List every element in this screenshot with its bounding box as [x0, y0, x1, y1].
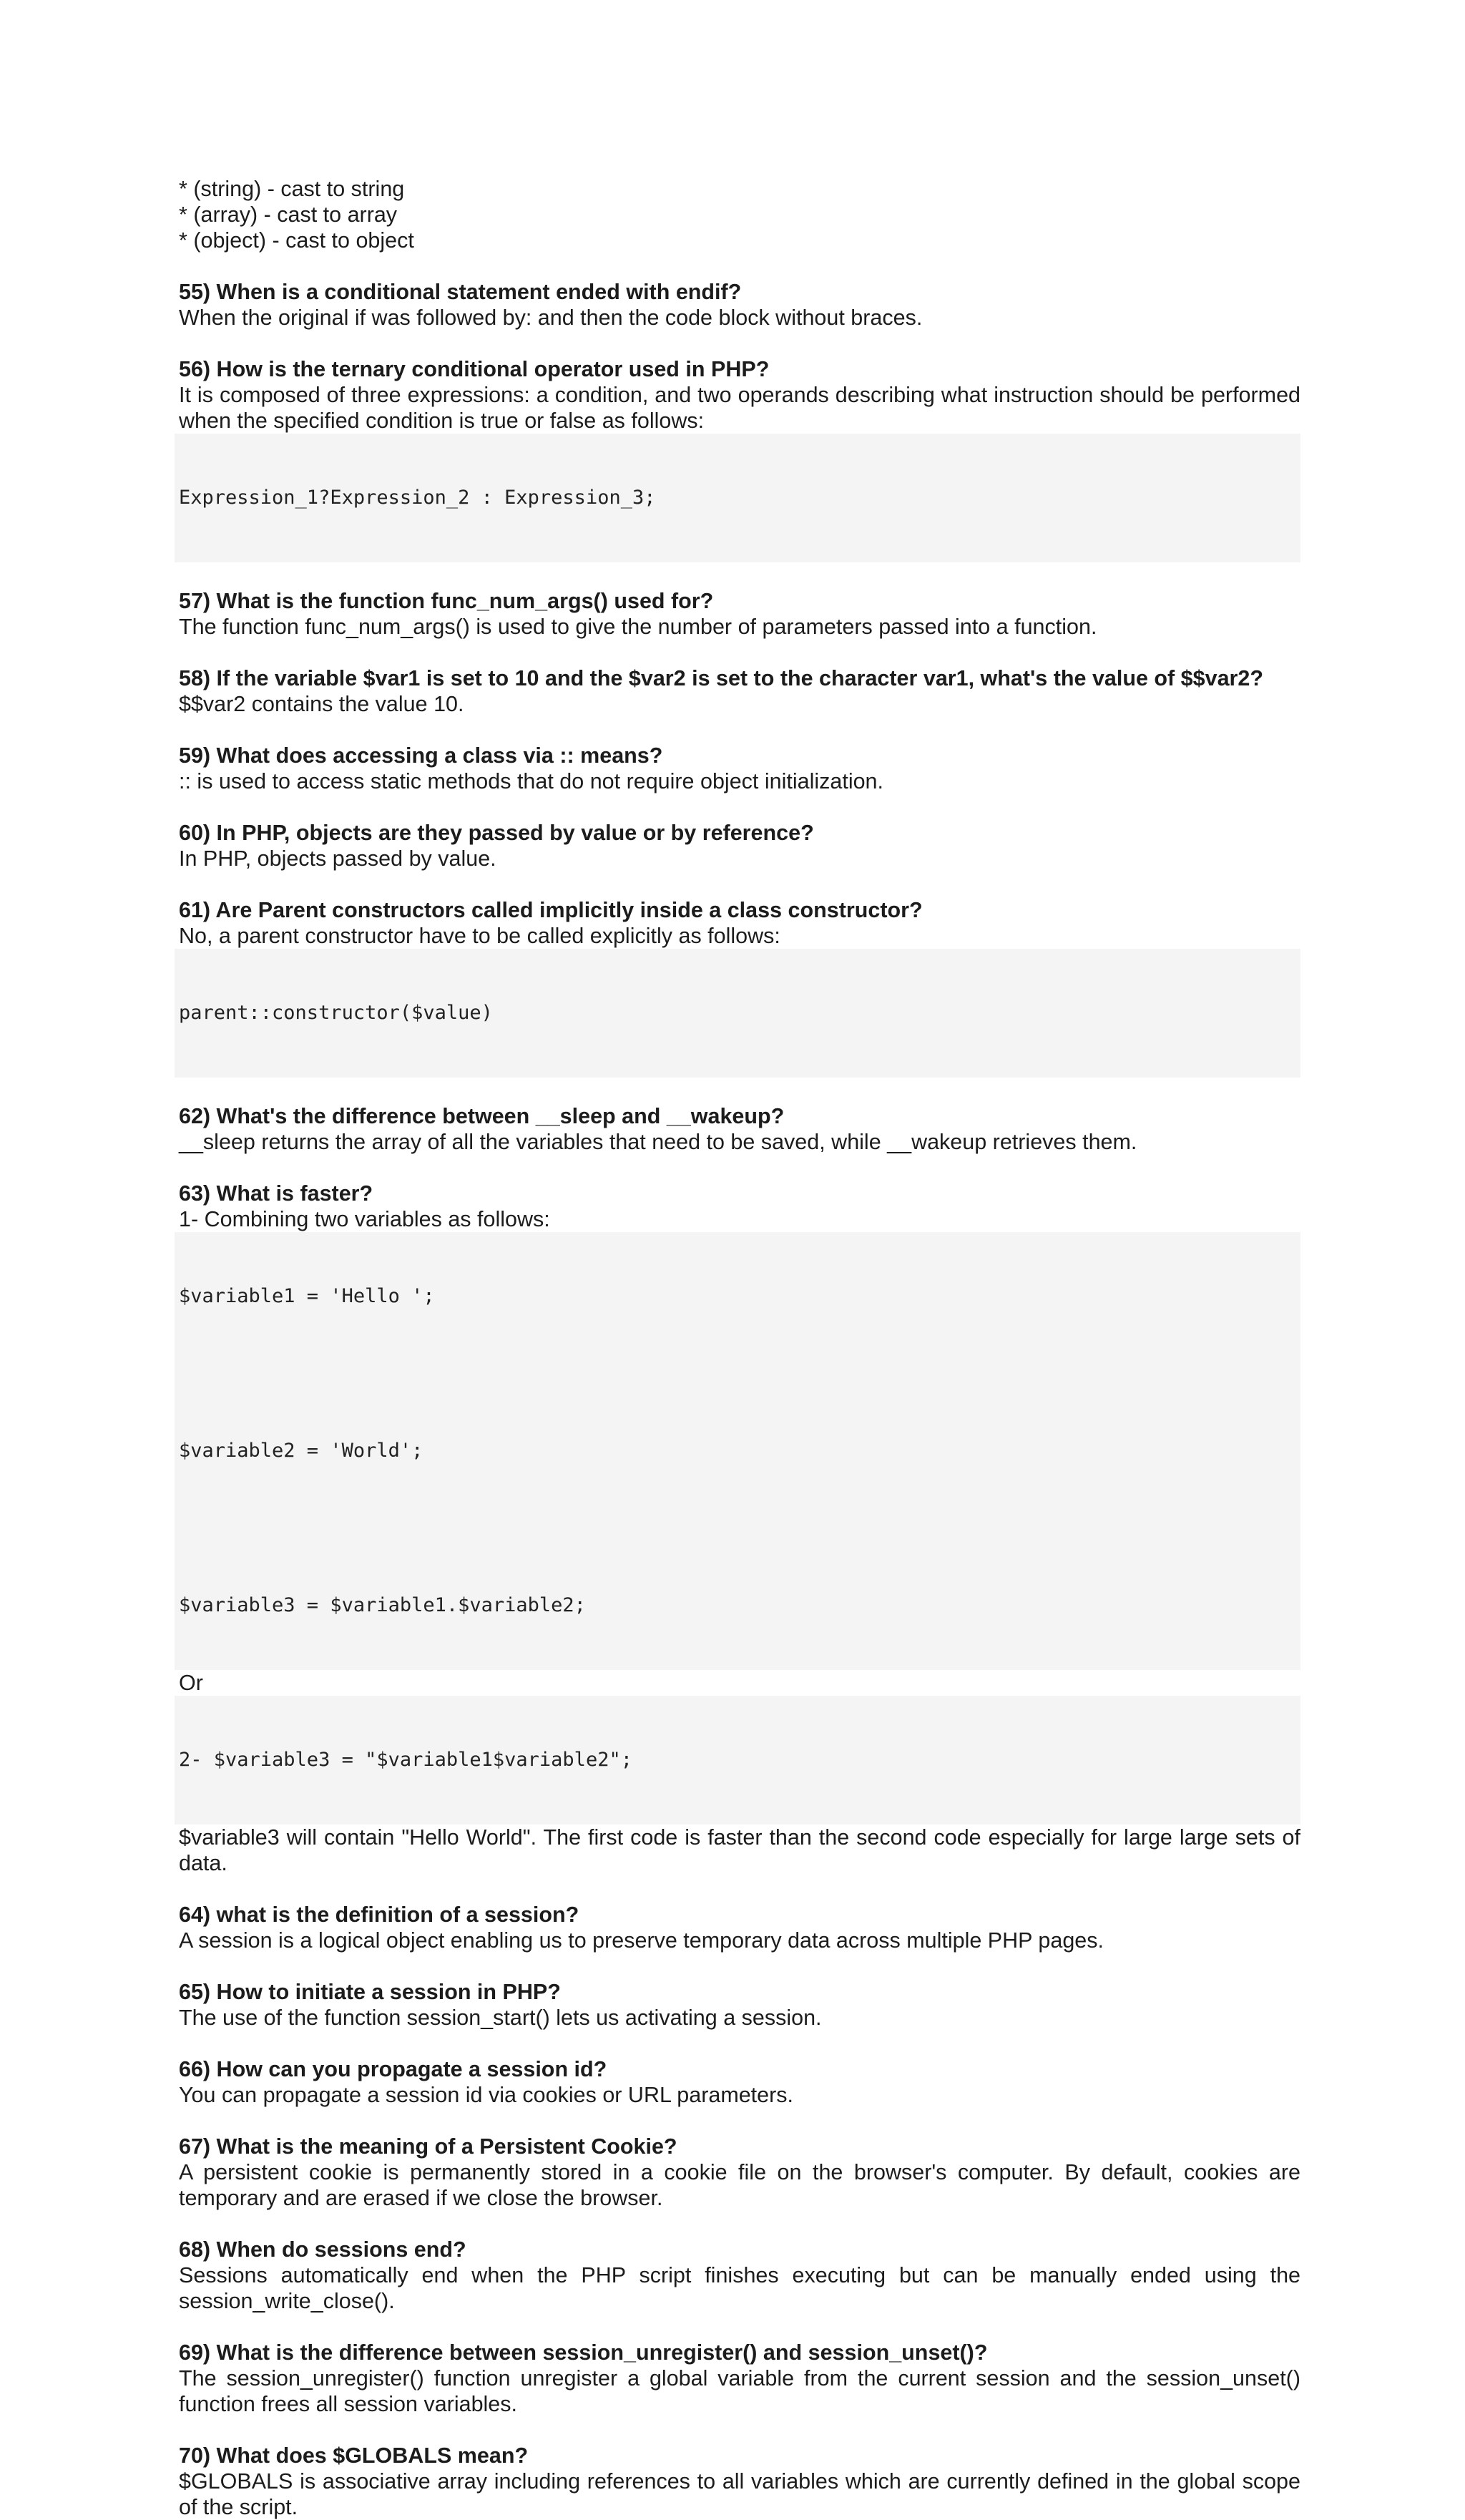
intro-list [179, 176, 1300, 253]
qa-item-63 [179, 1181, 1300, 1876]
qa-item-65 [179, 1979, 1300, 2031]
question-heading: 58) If the variable $var1 is set to 10 and the $var2 is set to the character var1, what's the value of $$var2? [179, 666, 1263, 690]
qa-item-57 [179, 588, 1300, 640]
code-line: 2- $variable3 = "$variable1$variable2"; [179, 1749, 632, 1771]
qa-item-56 [179, 356, 1300, 562]
question-heading: 62) What's the difference between __sleep and __wakeup? [179, 1104, 785, 1128]
question-heading: 68) When do sessions end? [179, 2237, 466, 2262]
qa-item-58 [179, 665, 1300, 717]
qa-item-62 [179, 1103, 1300, 1155]
qa-item-67 [179, 2134, 1300, 2211]
code-line [179, 1515, 1300, 1541]
intro-line: * (array) - cast to array [179, 202, 398, 227]
code-line: $variable2 = 'World'; [179, 1440, 423, 1462]
or-text: Or [179, 1671, 203, 1695]
answer-text: No, a parent constructor have to be called explicitly as follows: [179, 924, 780, 948]
code-block [175, 434, 1300, 562]
answer-text: A persistent cookie is permanently stored in a cookie file on the browser's computer. By default, cookies are temporary and are erased if we close the browser. [179, 2160, 1300, 2210]
answer-text: $variable3 will contain "Hello World". The first code is faster than the second code especially for large large sets of data. [179, 1825, 1300, 1875]
qa-item-66 [179, 2056, 1300, 2108]
code-block [175, 1696, 1300, 1825]
answer-text: A session is a logical object enabling us to preserve temporary data across multiple PHP pages. [179, 1928, 1104, 1953]
code-line [179, 1361, 1300, 1387]
question-heading: 69) What is the difference between session_unregister() and session_unset()? [179, 2340, 988, 2365]
answer-text: It is composed of three expressions: a condition, and two operands describing what instruction should be performed when the specified condition is true or false as follows: [179, 383, 1300, 433]
answer-text: $$var2 contains the value 10. [179, 692, 464, 716]
answer-text: __sleep returns the array of all the variables that need to be saved, while __wakeup retrieves them. [179, 1130, 1137, 1154]
code-line: Expression_1?Expression_2 : Expression_3; [179, 487, 656, 509]
answer-text: :: is used to access static methods that do not require object initialization. [179, 769, 883, 793]
answer-text: When the original if was followed by: and then the code block without braces. [179, 306, 923, 330]
qa-item-55 [179, 279, 1300, 331]
qa-item-64 [179, 1902, 1300, 1953]
code-line: parent::constructor($value) [179, 1002, 493, 1024]
question-heading: 55) When is a conditional statement ended with endif? [179, 280, 742, 304]
answer-text: 1- Combining two variables as follows: [179, 1207, 550, 1231]
answer-text: Sessions automatically end when the PHP script finishes executing but can be manually ended using the session_write_close(). [179, 2263, 1300, 2313]
intro-line: * (string) - cast to string [179, 177, 405, 201]
answer-text: The session_unregister() function unregister a global variable from the current session and the session_unset() function frees all session variables. [179, 2366, 1300, 2416]
qa-item-68 [179, 2237, 1300, 2314]
question-heading: 56) How is the ternary conditional operator used in PHP? [179, 357, 770, 381]
intro-line: * (object) - cast to object [179, 228, 414, 253]
code-line: $variable3 = $variable1.$variable2; [179, 1594, 586, 1616]
question-heading: 70) What does $GLOBALS mean? [179, 2443, 529, 2468]
answer-text: The use of the function session_start() lets us activating a session. [179, 2006, 822, 2030]
answer-text: In PHP, objects passed by value. [179, 846, 496, 871]
qa-item-60 [179, 820, 1300, 871]
document-page [179, 176, 1300, 2520]
qa-item-59 [179, 743, 1300, 794]
qa-item-69 [179, 2340, 1300, 2417]
answer-text: $GLOBALS is associative array including references to all variables which are currently defined in the global scope of the script. [179, 2469, 1300, 2519]
question-heading: 66) How can you propagate a session id? [179, 2057, 607, 2081]
code-line: $variable1 = 'Hello '; [179, 1285, 435, 1307]
code-block [175, 1232, 1300, 1670]
answer-text: The function func_num_args() is used to give the number of parameters passed into a function. [179, 615, 1097, 639]
question-heading: 61) Are Parent constructors called implicitly inside a class constructor? [179, 898, 923, 922]
question-heading: 59) What does accessing a class via :: means? [179, 743, 663, 768]
question-heading: 63) What is faster? [179, 1181, 373, 1206]
qa-item-61 [179, 897, 1300, 1078]
answer-text: You can propagate a session id via cookies or URL parameters. [179, 2083, 794, 2107]
code-block [175, 949, 1300, 1078]
question-heading: 57) What is the function func_num_args() used for? [179, 589, 714, 613]
question-heading: 67) What is the meaning of a Persistent Cookie? [179, 2134, 677, 2159]
question-heading: 64) what is the definition of a session? [179, 1903, 579, 1927]
question-heading: 60) In PHP, objects are they passed by value or by reference? [179, 821, 814, 845]
qa-item-70 [179, 2443, 1300, 2520]
question-heading: 65) How to initiate a session in PHP? [179, 1980, 561, 2004]
